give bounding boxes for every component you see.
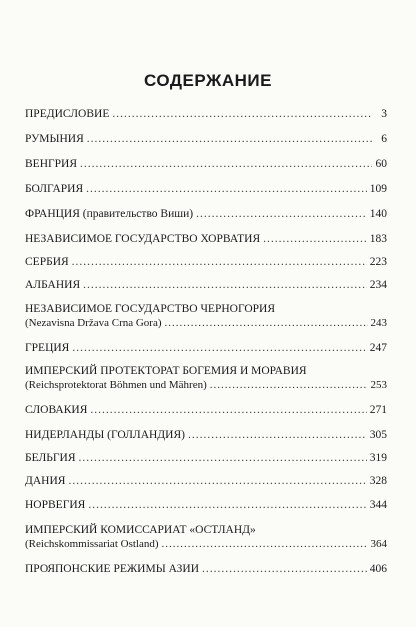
toc-entry: [25, 132, 387, 146]
toc-entry-label: ПРЕДИСЛОВИЕ: [25, 108, 110, 120]
toc-entry-page: 243: [370, 317, 387, 329]
dot-leader: [210, 378, 368, 392]
toc-entry-page: 406: [369, 563, 387, 575]
toc-entry-page: 109: [369, 183, 387, 195]
toc-entry: [25, 364, 387, 392]
toc-entry: [25, 562, 387, 576]
toc-entry: [25, 207, 387, 221]
dot-leader: [68, 474, 366, 488]
dot-leader: [263, 232, 367, 246]
toc-entry-sublabel: (Reichsprotektorat Böhmen und Mähren): [25, 379, 207, 391]
toc-entry-label: ФРАНЦИЯ (правительство Виши): [25, 208, 194, 220]
toc-entry-page: 328: [369, 475, 387, 487]
toc-entry-page: 271: [369, 404, 387, 416]
toc-entry: [25, 403, 387, 417]
toc-entry: [25, 107, 387, 121]
dot-leader: [80, 157, 372, 171]
toc-entry-label: НЕЗАВИСИМОЕ ГОСУДАРСТВО ХОРВАТИЯ: [25, 233, 261, 245]
dot-leader: [88, 498, 366, 512]
toc-entry-page: 344: [369, 499, 387, 511]
dot-leader: [87, 132, 372, 146]
dot-leader: [86, 182, 367, 196]
toc-entry-label: АЛБАНИЯ: [25, 279, 81, 291]
toc-entry-label: РУМЫНИЯ: [25, 133, 84, 145]
toc-entry-sublabel: (Nezavisna Država Crna Gora): [25, 317, 162, 329]
toc-entry-label: НОРВЕГИЯ: [25, 499, 86, 511]
dot-leader: [83, 278, 367, 292]
toc-entry: [25, 302, 387, 330]
toc-entry-label: ВЕНГРИЯ: [25, 158, 78, 170]
dot-leader: [112, 107, 372, 121]
toc-entry: [25, 474, 387, 488]
toc-entry: [25, 182, 387, 196]
toc-entry-label: НИДЕРЛАНДЫ (ГОЛЛАНДИЯ): [25, 429, 185, 441]
toc-entry: [25, 157, 387, 171]
toc-entry-page: 305: [369, 429, 387, 441]
toc-entry-page: 183: [369, 233, 387, 245]
toc-entry-label: ИМПЕРСКИЙ ПРОТЕКТОРАТ БОГЕМИЯ И МОРАВИЯ: [25, 365, 307, 377]
toc-entry-label: БЕЛЬГИЯ: [25, 452, 76, 464]
toc-entry-page: 223: [369, 256, 387, 268]
dot-leader: [72, 255, 367, 269]
toc-entry: [25, 232, 387, 246]
toc-entry-label: ДАНИЯ: [25, 475, 66, 487]
toc-entry-page: 319: [369, 452, 387, 464]
dot-leader: [90, 403, 366, 417]
toc-entry-label: ГРЕЦИЯ: [25, 342, 70, 354]
dot-leader: [202, 562, 367, 576]
toc-entry-label: БОЛГАРИЯ: [25, 183, 84, 195]
dot-leader: [188, 428, 367, 442]
toc-entry-label: СЛОВАКИЯ: [25, 404, 88, 416]
dot-leader: [196, 207, 367, 221]
toc-entry-sublabel: (Reichskommissariat Ostland): [25, 538, 159, 550]
toc-entry-label: НЕЗАВИСИМОЕ ГОСУДАРСТВО ЧЕРНОГОРИЯ: [25, 303, 275, 315]
dot-leader: [72, 341, 366, 355]
toc-entry-label: ПРОЯПОНСКИЕ РЕЖИМЫ АЗИИ: [25, 563, 199, 575]
toc-entry-label: СЕРБИЯ: [25, 256, 69, 268]
toc-entry-page: 3: [381, 108, 387, 120]
toc-entry: [25, 523, 387, 551]
toc-entry-page: 364: [370, 538, 387, 550]
toc-entry: [25, 451, 387, 465]
toc-entry-page: 253: [370, 379, 387, 391]
page-title: СОДЕРЖАНИЕ: [144, 71, 272, 90]
toc-entry-page: 140: [369, 208, 387, 220]
dot-leader: [165, 316, 368, 330]
toc-entry-page: 234: [369, 279, 387, 291]
toc-entry-label: ИМПЕРСКИЙ КОМИССАРИАТ «ОСТЛАНД»: [25, 524, 256, 536]
toc-entry: [25, 498, 387, 512]
toc-entry: [25, 341, 387, 355]
toc-entry-page: 60: [375, 158, 387, 170]
dot-leader: [79, 451, 367, 465]
toc-entry: [25, 255, 387, 269]
toc-entry: [25, 278, 387, 292]
dot-leader: [162, 537, 368, 551]
toc-entry-page: 6: [381, 133, 387, 145]
toc-entry: [25, 428, 387, 442]
toc-entry-page: 247: [369, 342, 387, 354]
